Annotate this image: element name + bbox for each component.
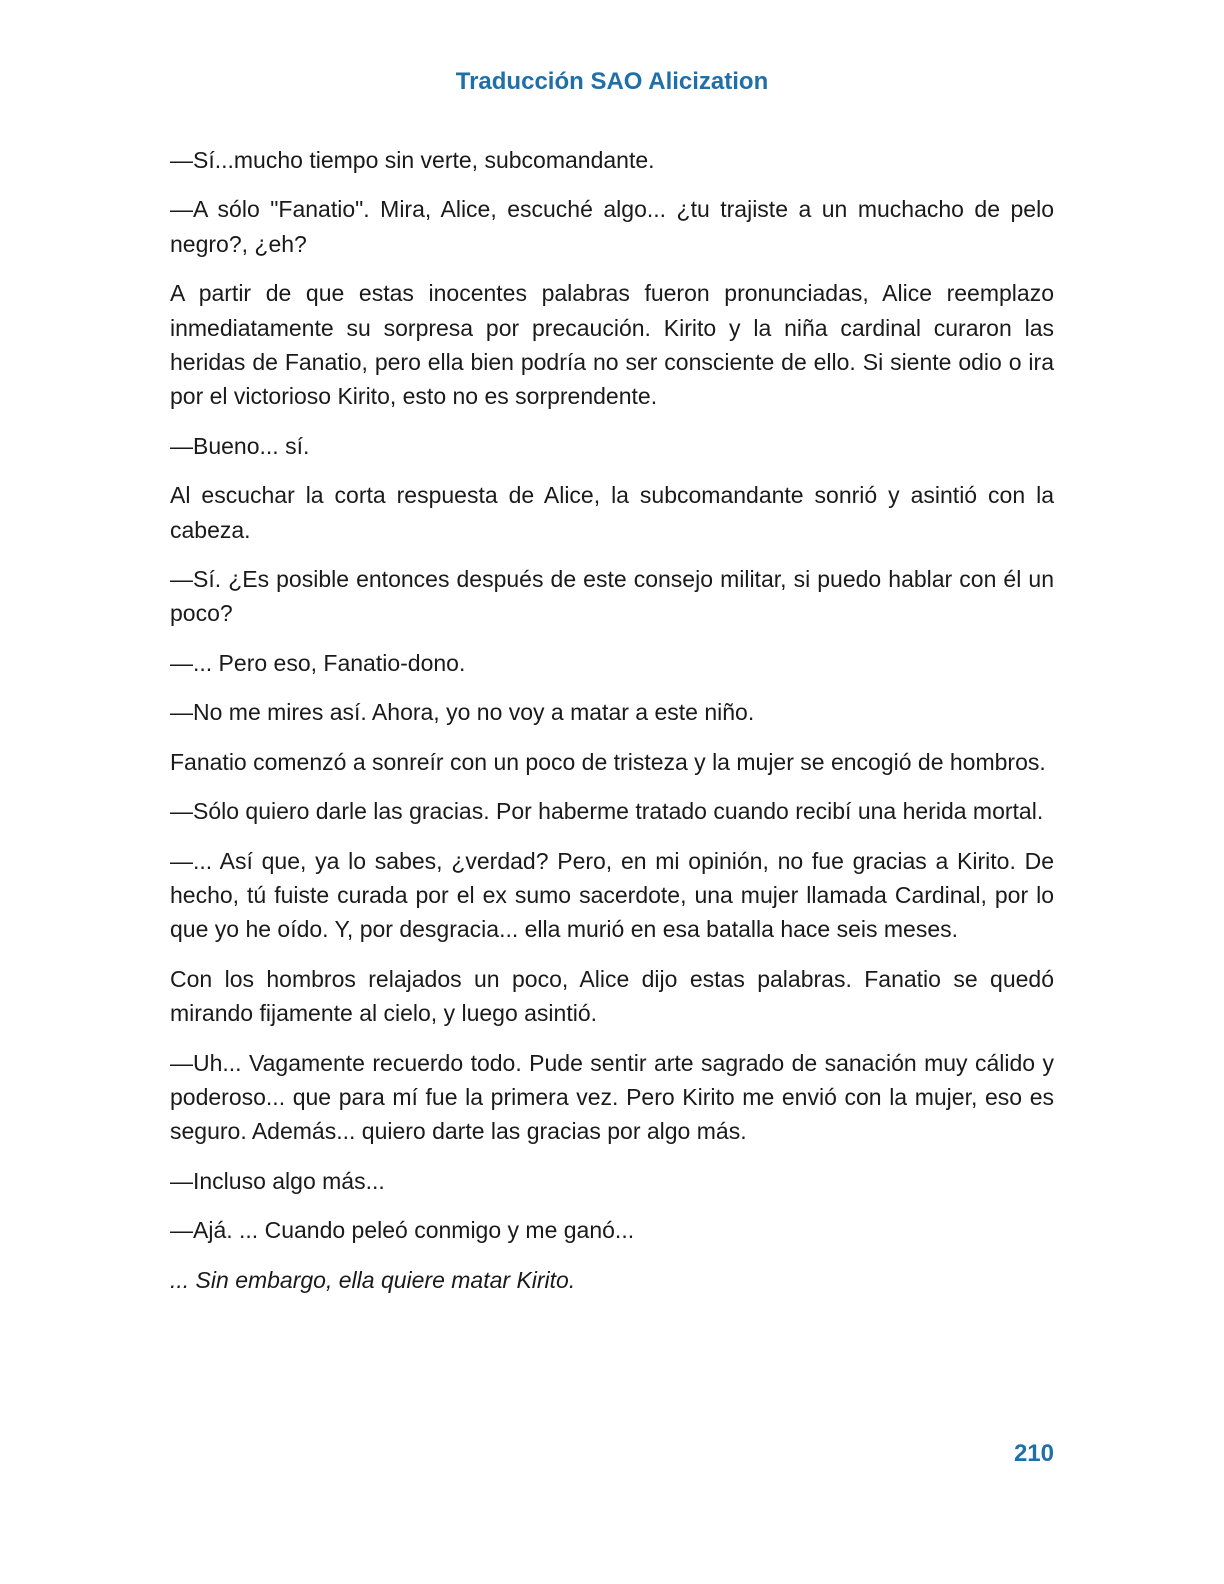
paragraph: —Sí...mucho tiempo sin verte, subcomandante. [170, 147, 655, 173]
paragraph: —Ajá. ... Cuando peleó conmigo y me ganó... [170, 1217, 635, 1244]
paragraph: Fanatio comenzó a sonreír con un poco de tristeza y la mujer se encogió de hombros. [170, 748, 1046, 775]
paragraph: —... Así que, ya lo sabes, ¿verdad? Pero, en mi opinión, no fue gracias a Kirito. De hecho, tú fuiste curada por el ex sumo sacerdote, una mujer llamada Cardinal, por lo que yo he oído. Y, por desgracia... ella murió en esa batalla hace seis meses. [170, 847, 1054, 943]
paragraph: —... Pero eso, Fanatio-dono. [170, 649, 466, 676]
paragraph: —Incluso algo más... [170, 1167, 385, 1194]
page-header-title: Traducción SAO Alicization [455, 68, 769, 95]
paragraph: —Uh... Vagamente recuerdo todo. Pude sentir arte sagrado de sanación muy cálido y poderoso... que para mí fue la primera vez. Pero Kirito me envió con la mujer, eso es seguro. Además... quiero darte las gracias por algo más. [170, 1049, 1054, 1145]
paragraph: Al escuchar la corta respuesta de Alice, la subcomandante sonrió y asintió con la cabeza. [170, 482, 1054, 543]
body-text [170, 143, 1054, 1312]
paragraph: Con los hombros relajados un poco, Alice dijo estas palabras. Fanatio se quedó mirando fijamente al cielo, y luego asintió. [170, 965, 1054, 1027]
paragraph: —Bueno... sí. [170, 432, 310, 459]
paragraph: —A sólo "Fanatio". Mira, Alice, escuché algo... ¿tu trajiste a un muchacho de pelo negro?, ¿eh? [170, 196, 1054, 257]
paragraph: —Sólo quiero darle las gracias. Por haberme tratado cuando recibí una herida mortal. [170, 798, 1044, 825]
page-number: 210 [1013, 1440, 1054, 1467]
paragraph: A partir de que estas inocentes palabras fueron pronunciadas, Alice reemplazo inmediatamente su sorpresa por precaución. Kirito y la niña cardinal curaron las heridas de Fanatio, pero ella bien podría no ser consciente de ello. Si siente odio o ira por el victorioso Kirito, esto no es sorprendente. [170, 280, 1054, 410]
paragraph: —Sí. ¿Es posible entonces después de este consejo militar, si puedo hablar con él un poco? [170, 566, 1054, 627]
italic-thought-paragraph: ... Sin embargo, ella quiere matar Kirito. [170, 1266, 576, 1293]
paragraph: —No me mires así. Ahora, yo no voy a matar a este niño. [170, 699, 755, 726]
